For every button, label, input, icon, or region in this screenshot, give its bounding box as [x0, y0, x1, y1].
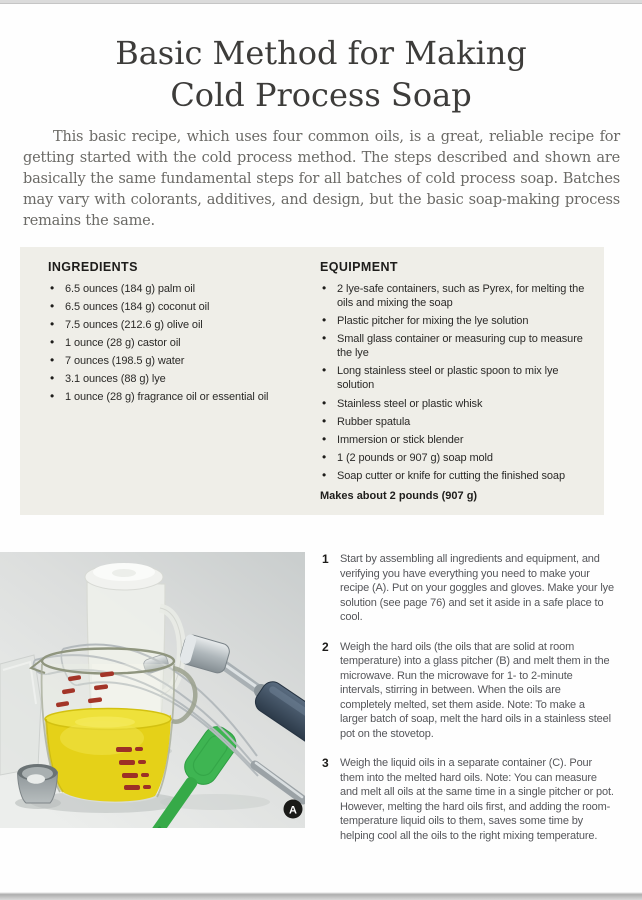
ingredient-item: • 1 ounce (28 g) castor oil: [48, 336, 320, 350]
step-1: [322, 552, 614, 625]
step-text: Weigh the hard oils (the oils that are solid at room temperature) into a glass pitcher (B) and melt them in the microwave. Run the microwave for 1- to 2-minute intervals, stirring in between. When the oils are completely melted, set them aside. Note: To make a larger batch of soap, melt the hard oils in a stainless steel pot on the stovetop.: [340, 640, 611, 740]
page-title-line1: Basic Method for Making: [115, 34, 527, 72]
equipment-item: • 2 lye-safe containers, such as Pyrex, for melting the oils and mixing the soap: [320, 282, 588, 310]
equipment-column: [320, 260, 588, 515]
step-2: [322, 640, 614, 742]
yield-note: Makes about 2 pounds (907 g): [320, 489, 478, 502]
equipment-item: • Long stainless steel or plastic spoon to mix lye solution: [320, 364, 588, 392]
equipment-item: • Immersion or stick blender: [320, 433, 588, 447]
page-title: [0, 33, 642, 116]
equipment-item: • Plastic pitcher for mixing the lye solution: [320, 314, 588, 328]
equipment-photo-illustration: [0, 552, 305, 828]
equipment-photo: [0, 552, 305, 828]
ingredient-item: • 7 ounces (198.5 g) water: [48, 354, 320, 368]
ingredients-header: INGREDIENTS: [48, 260, 138, 274]
ingredients-column: [48, 260, 320, 515]
ingredients-list: [48, 282, 320, 405]
page-top-edge: [0, 0, 642, 4]
equipment-item: • Stainless steel or plastic whisk: [320, 397, 588, 411]
plastic-tray: [0, 655, 41, 775]
step-3: [322, 756, 614, 843]
equipment-list: [320, 282, 588, 483]
equipment-item: • 1 (2 pounds or 907 g) soap mold: [320, 451, 588, 465]
page-title-line2: Cold Process Soap: [170, 75, 472, 114]
stainless-cup: [18, 764, 58, 803]
equipment-item: • Rubber spatula: [320, 415, 588, 429]
intro-paragraph: This basic recipe, which uses four common oils, is a great, reliable recipe for getting started with the cold process method. The steps described and shown are basically the same fundamental steps for all batches of cold process soap. Batches may vary with colorants, additives, and design, but the basic soap-making process remains the same.: [23, 129, 620, 230]
equipment-header: EQUIPMENT: [320, 260, 398, 274]
ingredient-item: • 6.5 ounces (184 g) palm oil: [48, 282, 320, 296]
equipment-item: • Small glass container or measuring cup to measure the lye: [320, 332, 588, 360]
step-number: 3: [322, 756, 329, 771]
step-number: 2: [322, 639, 329, 654]
step-text: Start by assembling all ingredients and equipment, and verifying you have everything you need to make your recipe (A). Put on your goggles and gloves. Make your lye solution (see page 76) and set it aside in a safe place to cool.: [340, 553, 614, 624]
recipe-box: [20, 247, 604, 515]
ingredient-item: • 7.5 ounces (212.6 g) olive oil: [48, 318, 320, 332]
page-bottom-edge: [0, 892, 642, 900]
instruction-steps: [322, 552, 614, 858]
photo-label-text: A: [289, 804, 297, 817]
ingredient-item: • 3.1 ounces (88 g) lye: [48, 372, 320, 386]
step-text: Weigh the liquid oils in a separate container (C). Pour them into the melted hard oils. Note: You can measure and melt all oils at the same time in a single pitcher or pot. However, melting the hard oils first, and adding the room-temperature liquid oils to them, saves some time by helping cool all the oils to the right mixing temperature.: [340, 757, 614, 842]
ingredient-item: • 1 ounce (28 g) fragrance oil or essential oil: [48, 390, 320, 404]
equipment-item: • Soap cutter or knife for cutting the finished soap: [320, 469, 588, 483]
photo-label-badge: [284, 800, 303, 819]
step-number: 1: [322, 552, 329, 566]
ingredient-item: • 6.5 ounces (184 g) coconut oil: [48, 300, 320, 314]
